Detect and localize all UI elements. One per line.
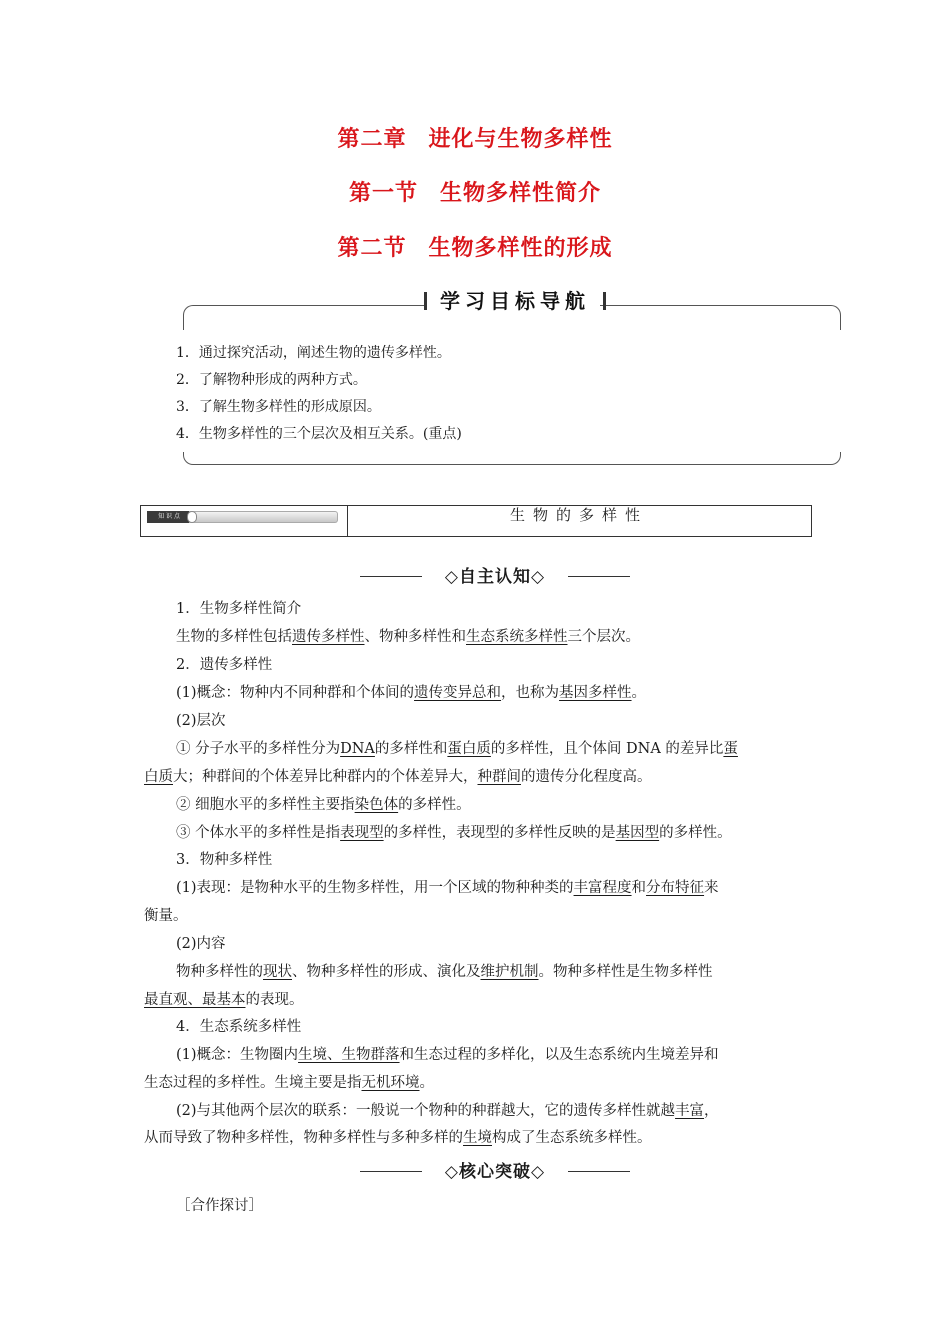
diamond-icon: ◇ xyxy=(531,1162,546,1182)
knowledge-point-badge: 知 识 点 xyxy=(147,511,191,523)
paragraph: (1)概念：生物圈内生境、生物群落和生态过程的多样化，以及生态系统内生境差异和 xyxy=(176,1047,719,1063)
subheading: (2)层次 xyxy=(176,713,226,729)
goal-item: 1．通过探究活动，阐述生物的遗传多样性。 xyxy=(176,345,451,361)
diamond-icon: ◇ xyxy=(531,567,546,587)
knowledge-point-table xyxy=(140,505,812,537)
cooperative-discussion-label: ［合作探讨］ xyxy=(176,1198,263,1214)
paragraph: 从而导致了物种多样性，物种多样性与多种多样的生境构成了生态系统多样性。 xyxy=(144,1130,652,1146)
paragraph: ② 细胞水平的多样性主要指染色体的多样性。 xyxy=(176,797,471,813)
learning-goals-heading: 学习目标导航 xyxy=(424,286,606,316)
section2-title: 第二节 生物多样性的形成 xyxy=(337,236,613,261)
section1-title: 第一节 生物多样性简介 xyxy=(348,181,602,206)
paragraph: 最直观、最基本的表现。 xyxy=(144,992,304,1008)
diamond-icon: ◇ xyxy=(444,1162,459,1182)
knowledge-point-title: 生物的多样性 xyxy=(509,506,648,524)
subheading: (2)内容 xyxy=(176,936,226,952)
heading-4: 4．生态系统多样性 xyxy=(176,1019,302,1035)
heading-1: 1．生物多样性简介 xyxy=(176,601,302,617)
heading-3: 3．物种多样性 xyxy=(176,852,273,868)
goal-item: 3．了解生物多样性的形成原因。 xyxy=(176,399,381,415)
paragraph: ③ 个体水平的多样性是指表现型的多样性，表现型的多样性反映的是基因型的多样性。 xyxy=(176,825,732,841)
diamond-icon: ◇ xyxy=(444,567,459,587)
knowledge-point-label-cell xyxy=(141,506,348,536)
paragraph: 物种多样性的现状、物种多样性的形成、演化及维护机制。物种多样性是生物多样性 xyxy=(176,964,713,980)
goal-item: 4．生物多样性的三个层次及相互关系。(重点) xyxy=(176,426,462,442)
knowledge-point-decoration xyxy=(189,511,338,523)
paragraph: 白质大；种群间的个体差异比种群内的个体差异大，种群间的遗传分化程度高。 xyxy=(144,769,652,785)
self-study-heading: ◇自主认知◇ xyxy=(360,565,630,589)
paragraph: (1)表现：是物种水平的生物多样性，用一个区域的物种种类的丰富程度和分布特征来 xyxy=(176,880,719,896)
core-breakthrough-heading: ◇核心突破◇ xyxy=(360,1160,630,1184)
paragraph: 衡量。 xyxy=(144,908,188,924)
goal-item: 2．了解物种形成的两种方式。 xyxy=(176,372,367,388)
paragraph: ① 分子水平的多样性分为DNA的多样性和蛋白质的多样性，且个体间 DNA 的差异比蛋 xyxy=(176,741,738,757)
paragraph: 生态过程的多样性。生境主要是指无机环境。 xyxy=(144,1075,434,1091)
chapter-title: 第二章 进化与生物多样性 xyxy=(337,127,613,152)
paragraph: 生物的多样性包括遗传多样性、物种多样性和生态系统多样性三个层次。 xyxy=(176,629,640,645)
heading-2: 2．遗传多样性 xyxy=(176,657,273,673)
paragraph: (1)概念：物种内不同种群和个体间的遗传变异总和，也称为基因多样性。 xyxy=(176,685,647,701)
paragraph: (2)与其他两个层次的联系：一般说一个物种的种群越大，它的遗传多样性就越丰富， xyxy=(176,1103,719,1119)
